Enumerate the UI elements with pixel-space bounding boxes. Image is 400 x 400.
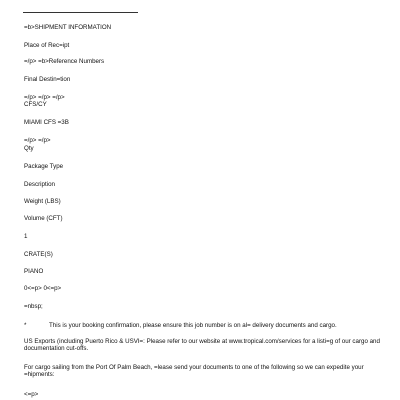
place-of-receipt-label: Place of Rec=ipt xyxy=(24,42,70,49)
reference-numbers-label: =/p> =b>Reference Numbers xyxy=(24,58,105,65)
palm-beach-paragraph: For cargo sailing from the Port Of Palm Beach, =lease send your documents to one of the following so we can expedite your =hipments: xyxy=(24,364,364,379)
header-rule xyxy=(23,12,138,13)
weight-label: Weight (LBS) xyxy=(24,198,61,205)
package-type-value: CRATE(S) xyxy=(24,251,53,258)
cfs-cy-label: CFS/CY xyxy=(24,101,47,108)
trailing-fragment: <=p> xyxy=(24,391,39,398)
us-exports-paragraph: US Exports (including Puerto Rico & USVI=: Please refer to our website at www.tropical.com/services for a listi=g of our cargo and documentation cut-offs. xyxy=(24,338,380,353)
markup-fragment-line: =/p> =/p> =/p> xyxy=(24,94,65,101)
booking-confirmation-notice: This is your booking confirmation, please ensure this job number is on al= delivery documents and cargo. xyxy=(49,322,337,329)
miami-cfs-value: MIAMI CFS =3B xyxy=(24,119,69,126)
markup-fragment-line: =/p> =/p> xyxy=(24,137,51,144)
final-destination-label: Final Destin=tion xyxy=(24,76,71,83)
qty-value: 1 xyxy=(24,233,28,240)
nbsp-fragment: =nbsp; xyxy=(24,303,43,310)
description-value: PIANO xyxy=(24,268,44,275)
description-label: Description xyxy=(24,181,55,188)
weight-volume-values: 0<=p> 0<=p> xyxy=(24,285,62,292)
qty-label: Qty xyxy=(24,145,34,152)
volume-label: Volume (CFT) xyxy=(24,215,63,222)
package-type-label: Package Type xyxy=(24,163,64,170)
shipment-information-heading: =b>SHIPMENT INFORMATION xyxy=(24,24,112,31)
asterisk-marker: * xyxy=(24,322,27,329)
